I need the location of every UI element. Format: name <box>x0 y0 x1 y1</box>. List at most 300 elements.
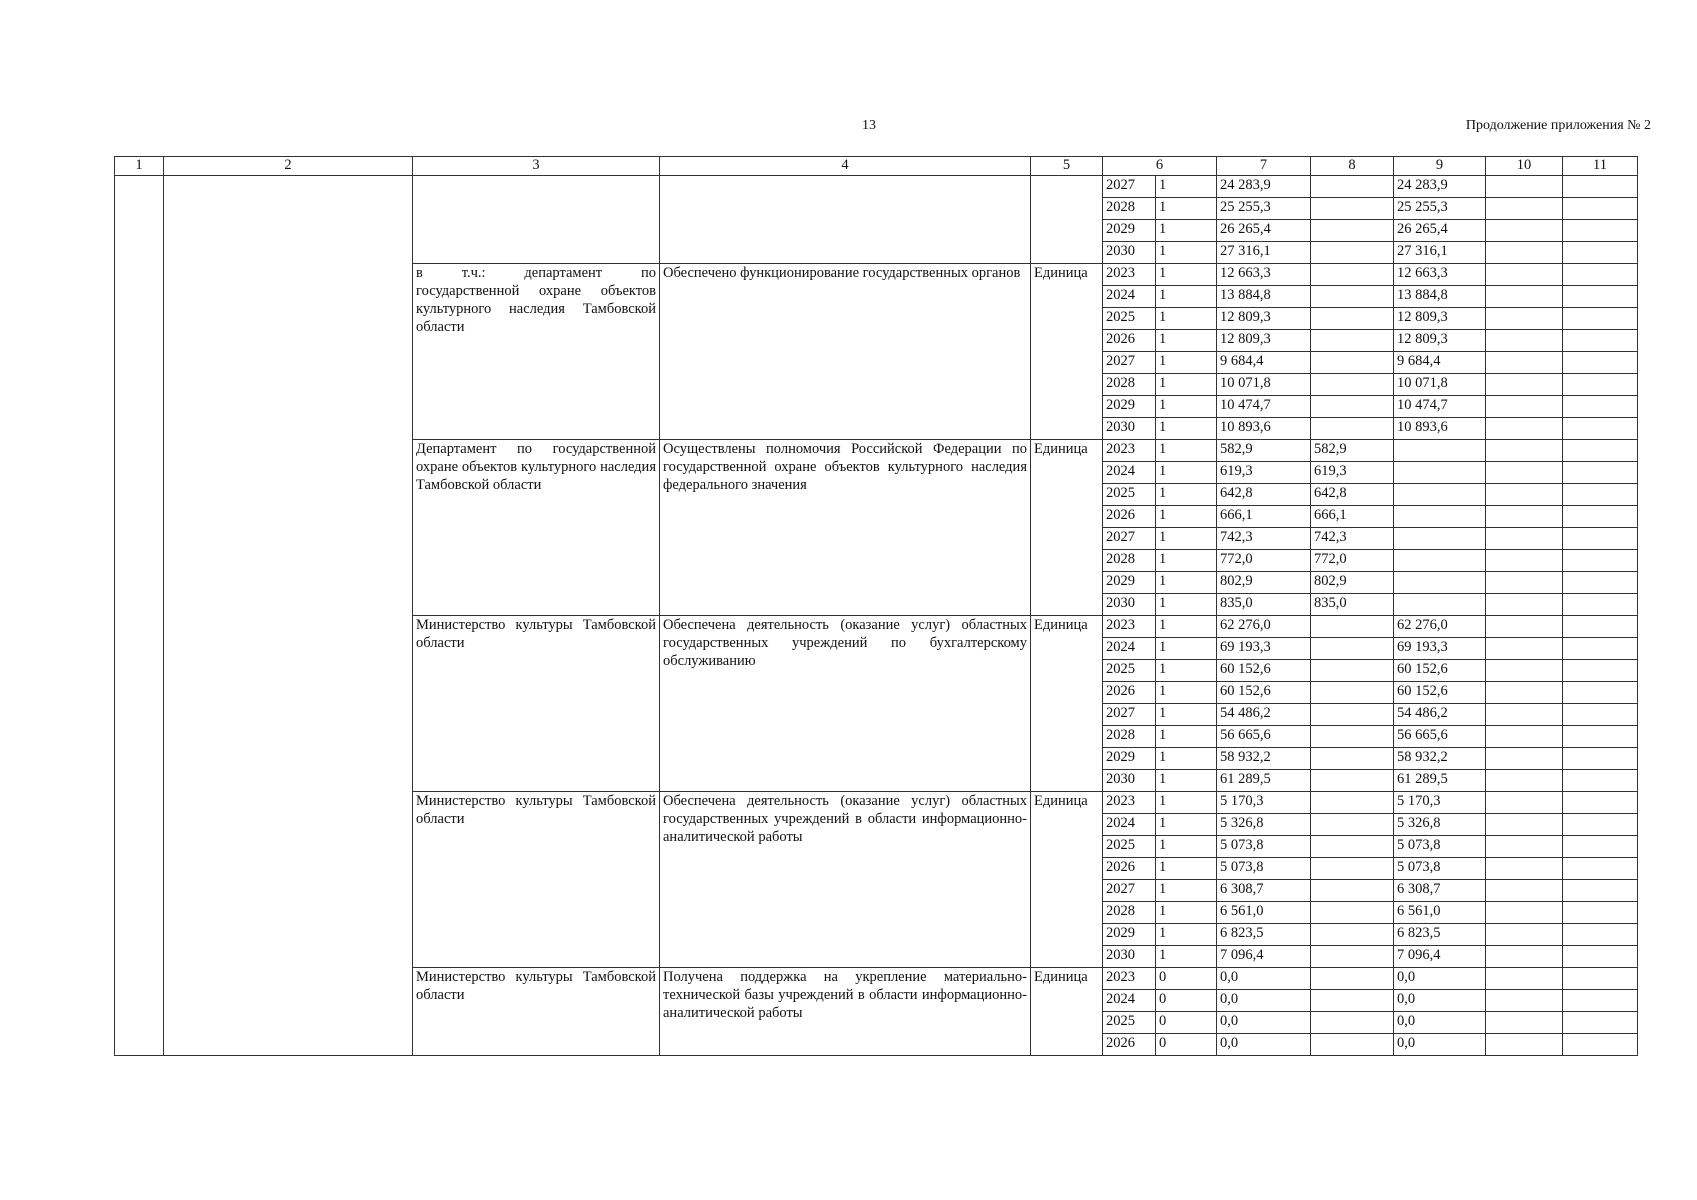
total-amount-cell: 5 326,8 <box>1217 814 1311 836</box>
total-amount-cell: 772,0 <box>1217 550 1311 572</box>
value-cell: 1 <box>1156 330 1217 352</box>
total-amount-cell: 0,0 <box>1217 968 1311 990</box>
federal-amount-cell <box>1311 858 1394 880</box>
unit-cell: Единица <box>1031 440 1103 616</box>
col10-cell <box>1486 308 1563 330</box>
federal-amount-cell <box>1311 946 1394 968</box>
total-amount-cell: 10 071,8 <box>1217 374 1311 396</box>
total-amount-cell: 54 486,2 <box>1217 704 1311 726</box>
regional-amount-cell <box>1394 440 1486 462</box>
regional-amount-cell: 0,0 <box>1394 990 1486 1012</box>
year-cell: 2027 <box>1103 880 1156 902</box>
year-cell: 2025 <box>1103 308 1156 330</box>
federal-amount-cell: 582,9 <box>1311 440 1394 462</box>
total-amount-cell: 13 884,8 <box>1217 286 1311 308</box>
federal-amount-cell <box>1311 902 1394 924</box>
value-cell: 1 <box>1156 748 1217 770</box>
executor-cell <box>413 176 660 264</box>
continuation-note: Продолжение приложения № 2 <box>1465 118 1651 133</box>
col10-cell <box>1486 792 1563 814</box>
regional-amount-cell: 62 276,0 <box>1394 616 1486 638</box>
col11-cell <box>1563 220 1638 242</box>
col10-cell <box>1486 462 1563 484</box>
regional-amount-cell <box>1394 550 1486 572</box>
value-cell: 1 <box>1156 726 1217 748</box>
year-cell: 2024 <box>1103 638 1156 660</box>
col1-cell <box>115 176 164 1056</box>
value-cell: 1 <box>1156 924 1217 946</box>
year-cell: 2024 <box>1103 814 1156 836</box>
regional-amount-cell <box>1394 462 1486 484</box>
total-amount-cell: 58 932,2 <box>1217 748 1311 770</box>
regional-amount-cell <box>1394 572 1486 594</box>
value-cell: 1 <box>1156 264 1217 286</box>
regional-amount-cell <box>1394 528 1486 550</box>
federal-amount-cell: 619,3 <box>1311 462 1394 484</box>
col10-cell <box>1486 176 1563 198</box>
col11-cell <box>1563 308 1638 330</box>
col10-cell <box>1486 990 1563 1012</box>
col11-cell <box>1563 264 1638 286</box>
year-cell: 2029 <box>1103 748 1156 770</box>
federal-amount-cell <box>1311 396 1394 418</box>
regional-amount-cell <box>1394 484 1486 506</box>
federal-amount-cell <box>1311 308 1394 330</box>
value-cell: 1 <box>1156 858 1217 880</box>
year-cell: 2025 <box>1103 836 1156 858</box>
regional-amount-cell: 54 486,2 <box>1394 704 1486 726</box>
federal-amount-cell <box>1311 770 1394 792</box>
federal-amount-cell <box>1311 880 1394 902</box>
federal-amount-cell <box>1311 176 1394 198</box>
column-header: 6 <box>1103 157 1217 176</box>
col10-cell <box>1486 418 1563 440</box>
federal-amount-cell <box>1311 330 1394 352</box>
regional-amount-cell: 12 809,3 <box>1394 308 1486 330</box>
regional-amount-cell: 69 193,3 <box>1394 638 1486 660</box>
regional-amount-cell: 56 665,6 <box>1394 726 1486 748</box>
year-cell: 2027 <box>1103 176 1156 198</box>
result-description-cell: Осуществлены полномочия Российской Федерации по государственной охране объектов культурного наследия федерального значения <box>660 440 1031 616</box>
value-cell: 1 <box>1156 660 1217 682</box>
col11-cell <box>1563 748 1638 770</box>
federal-amount-cell: 772,0 <box>1311 550 1394 572</box>
unit-cell <box>1031 176 1103 264</box>
col11-cell <box>1563 814 1638 836</box>
col11-cell <box>1563 924 1638 946</box>
col11-cell <box>1563 968 1638 990</box>
col10-cell <box>1486 264 1563 286</box>
federal-amount-cell <box>1311 726 1394 748</box>
value-cell: 1 <box>1156 550 1217 572</box>
col10-cell <box>1486 968 1563 990</box>
year-cell: 2029 <box>1103 924 1156 946</box>
total-amount-cell: 62 276,0 <box>1217 616 1311 638</box>
total-amount-cell: 56 665,6 <box>1217 726 1311 748</box>
regional-amount-cell: 12 663,3 <box>1394 264 1486 286</box>
col11-cell <box>1563 770 1638 792</box>
col11-cell <box>1563 990 1638 1012</box>
total-amount-cell: 802,9 <box>1217 572 1311 594</box>
value-cell: 0 <box>1156 968 1217 990</box>
result-description-cell: Получена поддержка на укрепление материально-технической базы учреждений в области информационно-аналитической работы <box>660 968 1031 1056</box>
column-header: 7 <box>1217 157 1311 176</box>
unit-cell: Единица <box>1031 968 1103 1056</box>
total-amount-cell: 0,0 <box>1217 1012 1311 1034</box>
executor-cell: Департамент по государственной охране объектов культурного наследия Тамбовской области <box>413 440 660 616</box>
col10-cell <box>1486 286 1563 308</box>
column-header: 9 <box>1394 157 1486 176</box>
year-cell: 2028 <box>1103 374 1156 396</box>
col10-cell <box>1486 506 1563 528</box>
regional-amount-cell: 6 823,5 <box>1394 924 1486 946</box>
col10-cell <box>1486 374 1563 396</box>
year-cell: 2028 <box>1103 726 1156 748</box>
total-amount-cell: 5 073,8 <box>1217 858 1311 880</box>
col11-cell <box>1563 462 1638 484</box>
col11-cell <box>1563 198 1638 220</box>
regional-amount-cell: 5 170,3 <box>1394 792 1486 814</box>
column-header: 8 <box>1311 157 1394 176</box>
regional-amount-cell: 10 893,6 <box>1394 418 1486 440</box>
regional-amount-cell: 60 152,6 <box>1394 660 1486 682</box>
value-cell: 1 <box>1156 946 1217 968</box>
value-cell: 1 <box>1156 176 1217 198</box>
year-cell: 2029 <box>1103 396 1156 418</box>
col10-cell <box>1486 396 1563 418</box>
total-amount-cell: 27 316,1 <box>1217 242 1311 264</box>
year-cell: 2026 <box>1103 682 1156 704</box>
col10-cell <box>1486 198 1563 220</box>
value-cell: 0 <box>1156 1012 1217 1034</box>
col10-cell <box>1486 704 1563 726</box>
federal-amount-cell <box>1311 198 1394 220</box>
federal-amount-cell <box>1311 286 1394 308</box>
year-cell: 2024 <box>1103 462 1156 484</box>
value-cell: 1 <box>1156 308 1217 330</box>
federal-amount-cell <box>1311 616 1394 638</box>
col10-cell <box>1486 330 1563 352</box>
total-amount-cell: 7 096,4 <box>1217 946 1311 968</box>
value-cell: 1 <box>1156 792 1217 814</box>
year-cell: 2027 <box>1103 528 1156 550</box>
col10-cell <box>1486 550 1563 572</box>
col11-cell <box>1563 286 1638 308</box>
federal-amount-cell <box>1311 792 1394 814</box>
col11-cell <box>1563 506 1638 528</box>
column-number-row <box>115 157 1638 176</box>
total-amount-cell: 6 308,7 <box>1217 880 1311 902</box>
total-amount-cell: 0,0 <box>1217 990 1311 1012</box>
year-cell: 2023 <box>1103 616 1156 638</box>
total-amount-cell: 10 893,6 <box>1217 418 1311 440</box>
year-cell: 2026 <box>1103 506 1156 528</box>
federal-amount-cell: 742,3 <box>1311 528 1394 550</box>
executor-cell: Министерство культуры Тамбовской области <box>413 792 660 968</box>
federal-amount-cell <box>1311 748 1394 770</box>
column-header: 2 <box>164 157 413 176</box>
federal-amount-cell <box>1311 682 1394 704</box>
value-cell: 1 <box>1156 220 1217 242</box>
year-cell: 2027 <box>1103 704 1156 726</box>
year-cell: 2025 <box>1103 660 1156 682</box>
federal-amount-cell <box>1311 352 1394 374</box>
value-cell: 1 <box>1156 814 1217 836</box>
col10-cell <box>1486 836 1563 858</box>
federal-amount-cell <box>1311 242 1394 264</box>
year-cell: 2028 <box>1103 902 1156 924</box>
col10-cell <box>1486 660 1563 682</box>
value-cell: 1 <box>1156 902 1217 924</box>
year-cell: 2030 <box>1103 946 1156 968</box>
total-amount-cell: 69 193,3 <box>1217 638 1311 660</box>
total-amount-cell: 6 561,0 <box>1217 902 1311 924</box>
col11-cell <box>1563 616 1638 638</box>
col11-cell <box>1563 484 1638 506</box>
table-body <box>115 176 1638 1056</box>
col11-cell <box>1563 946 1638 968</box>
year-cell: 2028 <box>1103 550 1156 572</box>
year-cell: 2026 <box>1103 858 1156 880</box>
col11-cell <box>1563 836 1638 858</box>
col10-cell <box>1486 484 1563 506</box>
col10-cell <box>1486 902 1563 924</box>
year-cell: 2023 <box>1103 440 1156 462</box>
total-amount-cell: 61 289,5 <box>1217 770 1311 792</box>
col10-cell <box>1486 616 1563 638</box>
federal-amount-cell: 666,1 <box>1311 506 1394 528</box>
col11-cell <box>1563 1012 1638 1034</box>
total-amount-cell: 6 823,5 <box>1217 924 1311 946</box>
federal-amount-cell: 835,0 <box>1311 594 1394 616</box>
federal-amount-cell: 642,8 <box>1311 484 1394 506</box>
col11-cell <box>1563 638 1638 660</box>
total-amount-cell: 642,8 <box>1217 484 1311 506</box>
total-amount-cell: 60 152,6 <box>1217 660 1311 682</box>
year-cell: 2030 <box>1103 418 1156 440</box>
col10-cell <box>1486 880 1563 902</box>
total-amount-cell: 5 073,8 <box>1217 836 1311 858</box>
federal-amount-cell <box>1311 264 1394 286</box>
regional-amount-cell: 9 684,4 <box>1394 352 1486 374</box>
regional-amount-cell: 6 308,7 <box>1394 880 1486 902</box>
year-cell: 2025 <box>1103 484 1156 506</box>
col11-cell <box>1563 242 1638 264</box>
col11-cell <box>1563 594 1638 616</box>
total-amount-cell: 742,3 <box>1217 528 1311 550</box>
regional-amount-cell: 0,0 <box>1394 968 1486 990</box>
year-cell: 2025 <box>1103 1012 1156 1034</box>
col10-cell <box>1486 726 1563 748</box>
year-cell: 2030 <box>1103 594 1156 616</box>
federal-amount-cell <box>1311 990 1394 1012</box>
col10-cell <box>1486 1034 1563 1056</box>
federal-amount-cell <box>1311 814 1394 836</box>
col10-cell <box>1486 594 1563 616</box>
result-description-cell: Обеспечена деятельность (оказание услуг) областных государственных учреждений в области информационно-аналитической работы <box>660 792 1031 968</box>
regional-amount-cell: 25 255,3 <box>1394 198 1486 220</box>
col10-cell <box>1486 748 1563 770</box>
unit-cell: Единица <box>1031 616 1103 792</box>
col11-cell <box>1563 418 1638 440</box>
value-cell: 1 <box>1156 374 1217 396</box>
col11-cell <box>1563 374 1638 396</box>
value-cell: 1 <box>1156 836 1217 858</box>
federal-amount-cell <box>1311 1012 1394 1034</box>
value-cell: 1 <box>1156 198 1217 220</box>
col11-cell <box>1563 352 1638 374</box>
value-cell: 1 <box>1156 396 1217 418</box>
column-header: 3 <box>413 157 660 176</box>
value-cell: 1 <box>1156 528 1217 550</box>
total-amount-cell: 666,1 <box>1217 506 1311 528</box>
col10-cell <box>1486 1012 1563 1034</box>
result-description-cell <box>660 176 1031 264</box>
total-amount-cell: 12 809,3 <box>1217 330 1311 352</box>
regional-amount-cell: 27 316,1 <box>1394 242 1486 264</box>
col10-cell <box>1486 858 1563 880</box>
federal-amount-cell: 802,9 <box>1311 572 1394 594</box>
col10-cell <box>1486 528 1563 550</box>
regional-amount-cell: 24 283,9 <box>1394 176 1486 198</box>
col11-cell <box>1563 550 1638 572</box>
year-cell: 2029 <box>1103 572 1156 594</box>
col11-cell <box>1563 704 1638 726</box>
federal-amount-cell <box>1311 704 1394 726</box>
regional-amount-cell: 7 096,4 <box>1394 946 1486 968</box>
col11-cell <box>1563 858 1638 880</box>
column-header: 1 <box>115 157 164 176</box>
col11-cell <box>1563 792 1638 814</box>
value-cell: 1 <box>1156 506 1217 528</box>
col10-cell <box>1486 352 1563 374</box>
total-amount-cell: 835,0 <box>1217 594 1311 616</box>
regional-amount-cell: 6 561,0 <box>1394 902 1486 924</box>
value-cell: 0 <box>1156 990 1217 1012</box>
federal-amount-cell <box>1311 220 1394 242</box>
total-amount-cell: 25 255,3 <box>1217 198 1311 220</box>
year-cell: 2027 <box>1103 352 1156 374</box>
year-cell: 2024 <box>1103 990 1156 1012</box>
total-amount-cell: 26 265,4 <box>1217 220 1311 242</box>
value-cell: 1 <box>1156 242 1217 264</box>
regional-amount-cell: 0,0 <box>1394 1012 1486 1034</box>
appendix-table <box>114 156 1638 1056</box>
col10-cell <box>1486 924 1563 946</box>
regional-amount-cell: 5 073,8 <box>1394 858 1486 880</box>
value-cell: 1 <box>1156 462 1217 484</box>
col11-cell <box>1563 396 1638 418</box>
value-cell: 1 <box>1156 594 1217 616</box>
result-description-cell: Обеспечена деятельность (оказание услуг) областных государственных учреждений по бухгалтерскому обслуживанию <box>660 616 1031 792</box>
regional-amount-cell: 0,0 <box>1394 1034 1486 1056</box>
col11-cell <box>1563 726 1638 748</box>
federal-amount-cell <box>1311 924 1394 946</box>
value-cell: 0 <box>1156 1034 1217 1056</box>
total-amount-cell: 0,0 <box>1217 1034 1311 1056</box>
col11-cell <box>1563 440 1638 462</box>
column-header: 5 <box>1031 157 1103 176</box>
total-amount-cell: 619,3 <box>1217 462 1311 484</box>
executor-cell: в т.ч.: департамент по государственной охране объектов культурного наследия Тамбовской области <box>413 264 660 440</box>
col10-cell <box>1486 946 1563 968</box>
col11-cell <box>1563 1034 1638 1056</box>
total-amount-cell: 12 663,3 <box>1217 264 1311 286</box>
unit-cell: Единица <box>1031 792 1103 968</box>
value-cell: 1 <box>1156 704 1217 726</box>
year-cell: 2023 <box>1103 968 1156 990</box>
total-amount-cell: 582,9 <box>1217 440 1311 462</box>
col10-cell <box>1486 814 1563 836</box>
value-cell: 1 <box>1156 418 1217 440</box>
col10-cell <box>1486 638 1563 660</box>
federal-amount-cell <box>1311 660 1394 682</box>
col10-cell <box>1486 682 1563 704</box>
regional-amount-cell: 26 265,4 <box>1394 220 1486 242</box>
col10-cell <box>1486 770 1563 792</box>
year-cell: 2028 <box>1103 198 1156 220</box>
federal-amount-cell <box>1311 1034 1394 1056</box>
col11-cell <box>1563 572 1638 594</box>
col11-cell <box>1563 176 1638 198</box>
value-cell: 1 <box>1156 440 1217 462</box>
year-cell: 2030 <box>1103 242 1156 264</box>
regional-amount-cell: 5 326,8 <box>1394 814 1486 836</box>
column-header: 4 <box>660 157 1031 176</box>
value-cell: 1 <box>1156 770 1217 792</box>
regional-amount-cell <box>1394 594 1486 616</box>
value-cell: 1 <box>1156 616 1217 638</box>
year-cell: 2026 <box>1103 330 1156 352</box>
federal-amount-cell <box>1311 968 1394 990</box>
regional-amount-cell: 58 932,2 <box>1394 748 1486 770</box>
col10-cell <box>1486 572 1563 594</box>
federal-amount-cell <box>1311 418 1394 440</box>
total-amount-cell: 12 809,3 <box>1217 308 1311 330</box>
value-cell: 1 <box>1156 286 1217 308</box>
col11-cell <box>1563 330 1638 352</box>
value-cell: 1 <box>1156 484 1217 506</box>
executor-cell: Министерство культуры Тамбовской области <box>413 616 660 792</box>
value-cell: 1 <box>1156 352 1217 374</box>
col2-cell <box>164 176 413 1056</box>
unit-cell: Единица <box>1031 264 1103 440</box>
regional-amount-cell: 12 809,3 <box>1394 330 1486 352</box>
federal-amount-cell <box>1311 374 1394 396</box>
total-amount-cell: 60 152,6 <box>1217 682 1311 704</box>
value-cell: 1 <box>1156 880 1217 902</box>
executor-cell: Министерство культуры Тамбовской области <box>413 968 660 1056</box>
total-amount-cell: 5 170,3 <box>1217 792 1311 814</box>
value-cell: 1 <box>1156 572 1217 594</box>
column-header: 10 <box>1486 157 1563 176</box>
page-number: 13 <box>862 118 876 133</box>
col11-cell <box>1563 660 1638 682</box>
year-cell: 2023 <box>1103 264 1156 286</box>
regional-amount-cell: 13 884,8 <box>1394 286 1486 308</box>
total-amount-cell: 24 283,9 <box>1217 176 1311 198</box>
total-amount-cell: 10 474,7 <box>1217 396 1311 418</box>
table-row <box>115 176 1638 198</box>
regional-amount-cell: 10 474,7 <box>1394 396 1486 418</box>
result-description-cell: Обеспечено функционирование государственных органов <box>660 264 1031 440</box>
year-cell: 2026 <box>1103 1034 1156 1056</box>
col11-cell <box>1563 902 1638 924</box>
regional-amount-cell: 61 289,5 <box>1394 770 1486 792</box>
regional-amount-cell: 60 152,6 <box>1394 682 1486 704</box>
federal-amount-cell <box>1311 836 1394 858</box>
year-cell: 2023 <box>1103 792 1156 814</box>
